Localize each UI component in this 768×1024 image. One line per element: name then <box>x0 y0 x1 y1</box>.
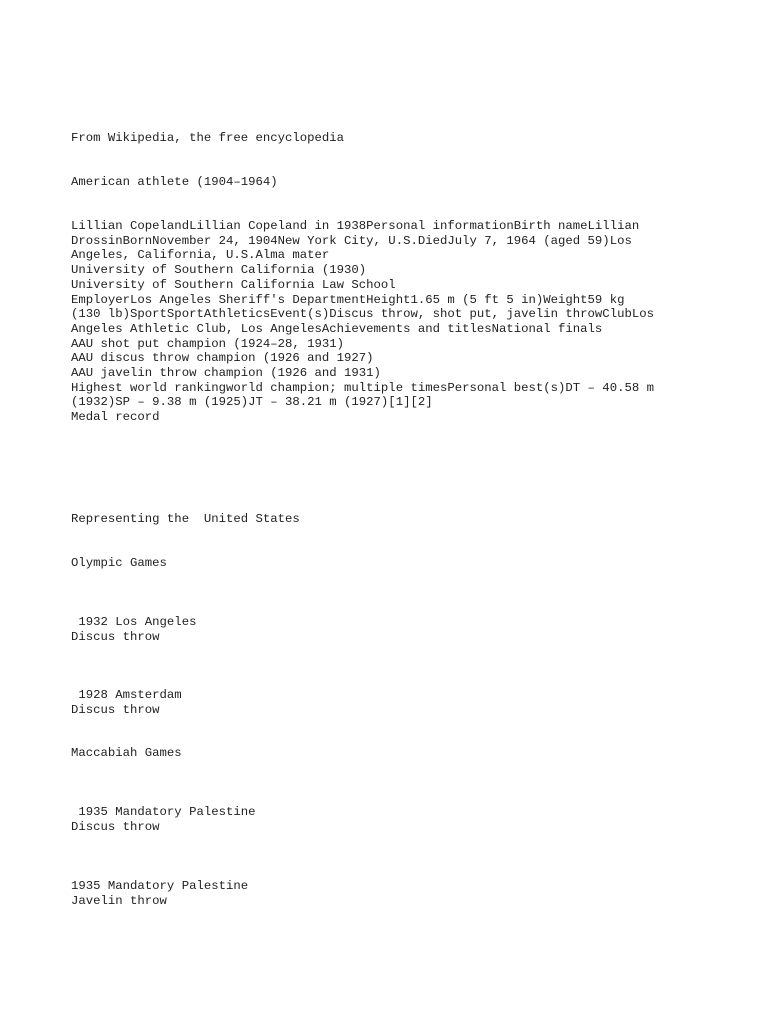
short-description: American athlete (1904–1964) <box>71 175 278 189</box>
wikipedia-tagline: From Wikipedia, the free encyclopedia <box>71 131 345 145</box>
medal-games: 1932 Los Angeles <box>71 615 197 629</box>
olympic-medal-1928 <box>71 688 691 717</box>
representing-country: Representing the United States <box>71 512 300 526</box>
infobox-line: (130 lb)SportSportAthleticsEvent(s)Discus throw, shot put, javelin throwClubLos <box>71 307 654 322</box>
maccabiah-games-heading: Maccabiah Games <box>71 746 182 760</box>
medal-event: Discus throw <box>71 629 160 644</box>
infobox-line: AAU discus throw champion (1926 and 1927) <box>71 351 374 366</box>
infobox-line: (1932)SP – 9.38 m (1925)JT – 38.21 m (1927)[1][2] <box>71 395 433 410</box>
infobox-line: Lillian CopelandLillian Copeland in 1938Personal informationBirth nameLillian <box>71 219 640 233</box>
infobox-line: EmployerLos Angeles Sheriff's DepartmentHeight1.65 m (5 ft 5 in)Weight59 kg <box>71 292 625 307</box>
infobox-line: University of Southern California (1930) <box>71 263 367 278</box>
olympic-games-heading: Olympic Games <box>71 556 167 570</box>
medal-record-heading: Medal record <box>71 410 160 425</box>
maccabiah-medal-javelin <box>71 879 691 908</box>
olympic-medal-1932 <box>71 615 691 644</box>
medal-games: 1928 Amsterdam <box>71 688 182 702</box>
infobox-line: Angeles, California, U.S.Alma mater <box>71 248 330 263</box>
medal-event: Discus throw <box>71 819 160 834</box>
infobox-line: AAU shot put champion (1924–28, 1931) <box>71 336 345 351</box>
infobox-line: Highest world rankingworld champion; multiple timesPersonal best(s)DT – 40.58 m <box>71 380 654 395</box>
maccabiah-medal-discus <box>71 805 691 834</box>
infobox-line: University of Southern California Law School <box>71 277 396 292</box>
infobox-text <box>71 219 691 425</box>
medal-games: 1935 Mandatory Palestine <box>71 879 249 893</box>
infobox-line: AAU javelin throw champion (1926 and 1931) <box>71 366 381 381</box>
infobox-line: Angeles Athletic Club, Los AngelesAchievements and titlesNational finals <box>71 321 603 336</box>
medal-games: 1935 Mandatory Palestine <box>71 805 256 819</box>
infobox-line: DrossinBornNovember 24, 1904New York City, U.S.DiedJuly 7, 1964 (aged 59)Los <box>71 233 632 248</box>
medal-event: Javelin throw <box>71 893 167 908</box>
medal-event: Discus throw <box>71 702 160 717</box>
